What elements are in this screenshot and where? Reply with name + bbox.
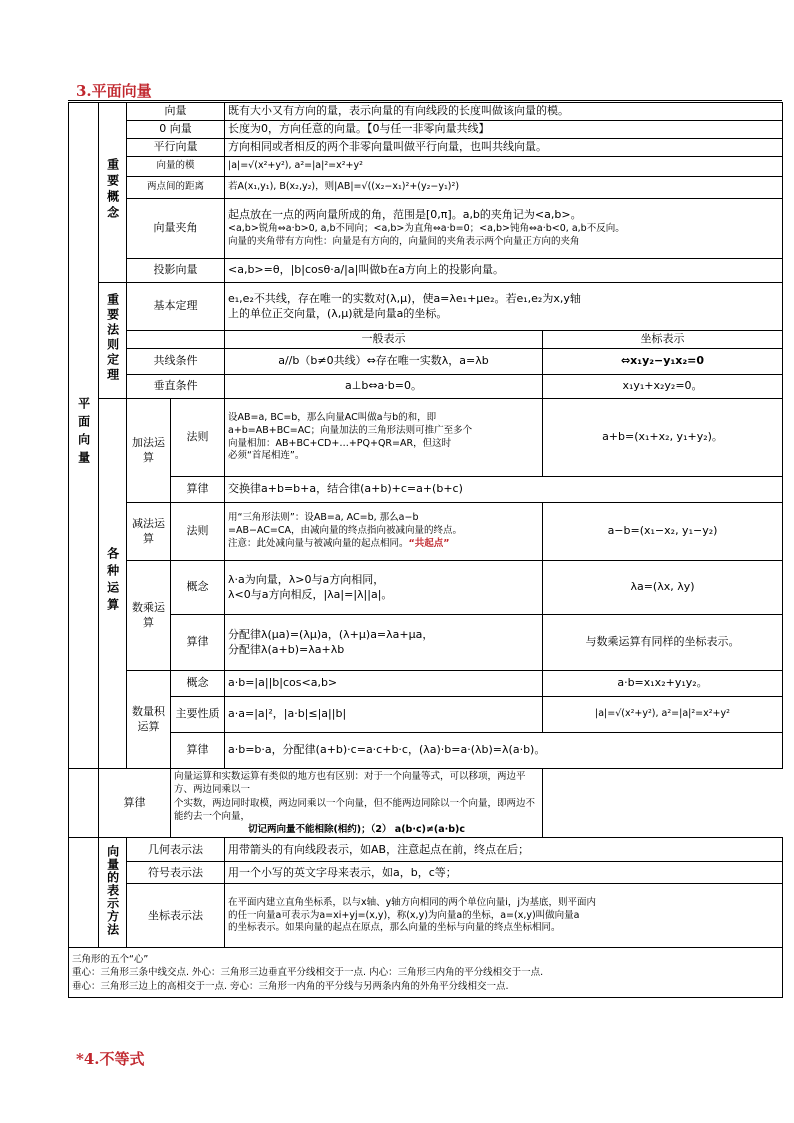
- row-parallel: [69, 139, 783, 157]
- row-projection: [69, 259, 783, 283]
- label-geo-repr: 几何表示法: [127, 838, 225, 862]
- text-dot-prop: a·a=|a|²，|a·b|≤|a||b|: [225, 697, 543, 733]
- row-dot-concept: [69, 671, 783, 697]
- col-general: 一般表示: [225, 331, 543, 349]
- sub-line-1: 用“三角形法则”：设AB=a, AC=b, 那么a−b: [228, 512, 419, 524]
- label-modulus: 向量的模: [127, 157, 225, 177]
- label-angle: 向量夹角: [127, 199, 225, 259]
- colinear-coord: ⇔x₁y₂−y₁x₂=0: [543, 349, 783, 375]
- label-dot-prop: 主要性质: [171, 697, 225, 733]
- text-symbol-repr: 用一个小写的英文字母来表示，如a，b，c等；: [225, 862, 783, 884]
- text-add-law: 交换律a+b=b+a，结合律(a+b)+c=a+(b+c): [225, 477, 783, 503]
- triangle-line-2: 垂心：三角形三边上的高相交于一点. 旁心：三角形一内角的平分线与另两条内角的外角平分线相交一点.: [72, 980, 509, 992]
- triangle-line-1: 重心：三角形三条中线交点. 外心：三角形三边垂直平分线相交于一点. 内心：三角形三内角的平分线相交于一点.: [72, 967, 544, 979]
- label-dot-law: 算律: [171, 733, 225, 769]
- text-general-law: [171, 769, 543, 838]
- label-sub-rule: 法则: [171, 503, 225, 561]
- label-coord-repr: 坐标表示法: [127, 884, 225, 948]
- row-dot-law: [69, 733, 783, 769]
- basic-line-2: 上的单位正交向量，(λ,μ)就是向量a的坐标。: [228, 306, 448, 320]
- row-angle: [69, 199, 783, 259]
- row-vector: [69, 103, 783, 121]
- add-coord: a+b=(x₁+x₂, y₁+y₂)。: [543, 399, 783, 477]
- label-vector: 向量: [127, 103, 225, 121]
- sub-note-red: “共起点”: [408, 537, 450, 549]
- perp-general: a⊥b⇔a·b=0。: [225, 375, 543, 399]
- angle-line-1: 起点放在一点的两向量所成的角，范围是[0,π]。a,b的夹角记为<a,b>。: [228, 208, 582, 222]
- text-dot-law: a·b=b·a，分配律(a+b)·c=a·c+b·c，(λa)·b=a·(λb)=λ(a·b)。: [225, 733, 783, 769]
- general-line-2: 个实数，两边同时取模，两边同乘以一个向量，但不能两边同除以一个向量，即两边不能约去一个向量，: [174, 797, 536, 822]
- empty-header-cell: [127, 331, 225, 349]
- row-scalar-concept: [69, 561, 783, 615]
- text-add-rule: [225, 399, 543, 477]
- general-line-1: 向量运算和实数运算有类似的地方也有区别：对于一个向量等式，可以移项，两边平方、两边同乘以一: [174, 771, 526, 796]
- scalar-coord: λa=(λx, λy): [543, 561, 783, 615]
- label-scalar-law: 算律: [171, 615, 225, 671]
- op-sub: 减法运算: [127, 503, 171, 561]
- perp-coord: x₁y₁+x₂y₂=0。: [543, 375, 783, 399]
- general-line-3: 切记两向量不能相除(相约)；（2） a(b·c)≠(a·b)c: [247, 824, 466, 836]
- dot-prop-coord: |a|=√(x²+y²), a²=|a|²=x²+y²: [543, 697, 783, 733]
- add-line-3: 向量相加：AB+BC+CD+…+PQ+QR=AR，但这时: [228, 437, 452, 449]
- text-scalar-concept: [225, 561, 543, 615]
- dot-coord: a·b=x₁x₂+y₁y₂。: [543, 671, 783, 697]
- label-scalar-concept: 概念: [171, 561, 225, 615]
- label-dot-concept: 概念: [171, 671, 225, 697]
- label-colinear: 共线条件: [127, 349, 225, 375]
- text-basic-theorem: [225, 283, 783, 331]
- row-general-law: [69, 769, 783, 838]
- sub-line-3: 注意：此处减向量与被减向量的起点相同。“共起点”: [228, 537, 450, 549]
- row-law-headers: [69, 331, 783, 349]
- scalar-law-coord: 与数乘运算有同样的坐标表示。: [543, 615, 783, 671]
- root-label: 平面向量: [69, 103, 99, 769]
- row-geo-repr: [69, 838, 783, 862]
- label-distance: 两点间的距离: [127, 177, 225, 199]
- group-laws: 重要法则定理: [99, 283, 127, 399]
- op-scalar: 数乘运算: [127, 561, 171, 671]
- blank-root-cell-2: [69, 838, 99, 948]
- section-heading-vectors: 3.平面向量: [76, 82, 152, 100]
- sub-coord: a−b=(x₁−x₂, y₁−y₂): [543, 503, 783, 561]
- row-triangle: [69, 948, 783, 998]
- scalar-law-1: 分配律λ(μa)=(λμ)a，(λ+μ)a=λa+μa，: [228, 627, 434, 641]
- group-repr: 向量的表示方法: [99, 838, 127, 948]
- scalar-line-2: λ<0与a方向相反，|λa|=|λ||a|。: [228, 587, 393, 601]
- col-coord: 坐标表示: [543, 331, 783, 349]
- coord-line-3: 的坐标表示。如果向量的起点在原点，那么向量的坐标与向量的终点坐标相同。: [228, 922, 561, 934]
- triangle-centers: [69, 948, 783, 998]
- blank-root-cell: [69, 769, 99, 838]
- basic-line-1: e₁,e₂不共线，存在唯一的实数对(λ,μ)，使a=λe₁+μe₂。若e₁,e₂为x,y轴: [228, 291, 581, 305]
- row-modulus: [69, 157, 783, 177]
- sub-line-2: =AB−AC=CA，由减向量的终点指向被减向量的终点。: [228, 525, 462, 537]
- text-sub-rule: [225, 503, 543, 561]
- colinear-general: a//b（b≠0共线）⇔存在唯一实数λ，a=λb: [225, 349, 543, 375]
- label-zero-vector: 0 向量: [127, 121, 225, 139]
- row-sub: [69, 503, 783, 561]
- text-coord-repr: [225, 884, 783, 948]
- label-general-law: 算律: [99, 769, 171, 838]
- row-scalar-law: [69, 615, 783, 671]
- row-add-rule: [69, 399, 783, 477]
- row-symbol-repr: [69, 862, 783, 884]
- add-line-2: a+b=AB+BC=AC；向量加法的三角形法则可推广至多个: [228, 424, 473, 436]
- text-vector: 既有大小又有方向的量，表示向量的有向线段的长度叫做该向量的模。: [225, 103, 783, 121]
- row-dot-prop: [69, 697, 783, 733]
- text-parallel: 方向相同或者相反的两个非零向量叫做平行向量，也叫共线向量。: [225, 139, 783, 157]
- angle-line-3: 向量的夹角带有方向性：向量是有方向的，向量间的夹角表示两个向量正方向的夹角: [228, 235, 580, 247]
- add-line-1: 设AB=a, BC=b，那么向量AC叫做a与b的和，即: [228, 411, 437, 423]
- triangle-title: 三角形的五个“心”: [72, 954, 149, 966]
- text-angle: [225, 199, 783, 259]
- coord-line-1: 在平面内建立直角坐标系，以与x轴、y轴方向相同的两个单位向量i，j为基底，则平面内: [228, 896, 597, 908]
- add-line-4: 必须“首尾相连”。: [228, 450, 305, 462]
- row-coord-repr: [69, 884, 783, 948]
- row-colinear: [69, 349, 783, 375]
- group-concepts: 重要概念: [99, 103, 127, 283]
- label-parallel: 平行向量: [127, 139, 225, 157]
- coord-line-2: 的任一向量a可表示为a=xi+yj=(x,y)，称(x,y)为向量a的坐标，a=(x,y)叫做向量a: [228, 909, 580, 921]
- text-zero-vector: 长度为0，方向任意的向量。【0与任一非零向量共线】: [225, 121, 783, 139]
- section-heading-inequality: *4.不等式: [76, 1050, 145, 1068]
- scalar-line-1: λ·a为向量，λ>0与a方向相同，: [228, 572, 385, 586]
- top-rule: [68, 100, 782, 101]
- angle-line-2: <a,b>锐角⇔a·b>0, a,b不同向；<a,b>为直角⇔a·b=0；<a,b>钝角⇔a·b<0, a,b不反向。: [228, 223, 625, 235]
- label-symbol-repr: 符号表示法: [127, 862, 225, 884]
- text-distance: 若A(x₁,y₁), B(x₂,y₂)，则|AB|=√((x₂−x₁)²+(y₂−y₁)²): [225, 177, 783, 199]
- row-add-law: [69, 477, 783, 503]
- text-projection: <a,b>=θ，|b|cosθ·a/|a|叫做b在a方向上的投影向量。: [225, 259, 783, 283]
- text-modulus: |a|=√(x²+y²), a²=|a|²=x²+y²: [225, 157, 783, 177]
- text-scalar-law: [225, 615, 543, 671]
- label-projection: 投影向量: [127, 259, 225, 283]
- row-zero-vector: [69, 121, 783, 139]
- row-basic-theorem: [69, 283, 783, 331]
- text-dot-concept: a·b=|a||b|cos<a,b>: [225, 671, 543, 697]
- op-dot: 数量积运算: [127, 671, 171, 769]
- row-distance: [69, 177, 783, 199]
- op-add: 加法运算: [127, 399, 171, 503]
- text-geo-repr: 用带箭头的有向线段表示，如AB，注意起点在前，终点在后；: [225, 838, 783, 862]
- label-basic-theorem: 基本定理: [127, 283, 225, 331]
- group-ops: 各种运算: [99, 399, 127, 769]
- scalar-law-2: 分配律λ(a+b)=λa+λb: [228, 642, 345, 656]
- vector-summary-table: [68, 102, 783, 998]
- row-perp: [69, 375, 783, 399]
- label-add-law: 算律: [171, 477, 225, 503]
- label-add-rule: 法则: [171, 399, 225, 477]
- label-perp: 垂直条件: [127, 375, 225, 399]
